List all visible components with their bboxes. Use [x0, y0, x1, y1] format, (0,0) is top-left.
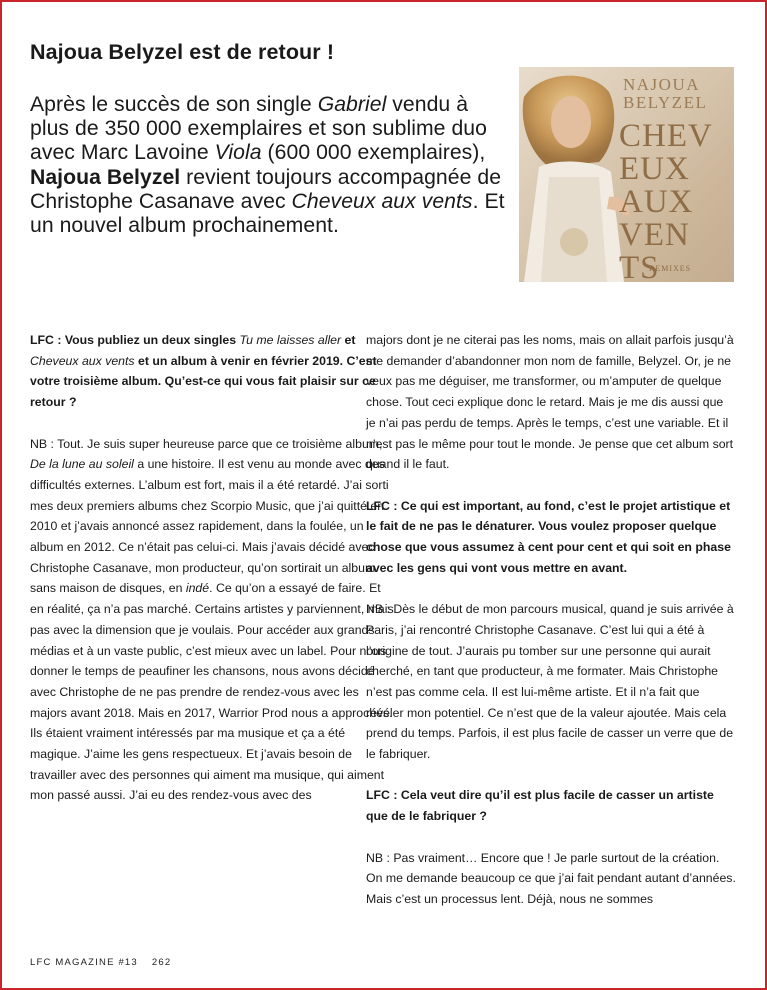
lede-cheveux: Cheveux aux vents: [291, 189, 473, 213]
left-column: [30, 330, 395, 827]
article-lede: [30, 93, 508, 238]
cover-artist-name: NAJOUA BELYZEL: [623, 75, 708, 112]
answer-3: NB : Pas vraiment… Encore que ! Je parle surtout de la création. On me demande beaucoup ce que j’ai fait pendant autant d’années. Mais c’est un processus lent. Déjà, nous ne sommes: [366, 850, 736, 906]
cover-remixes-label: REMIXES: [649, 264, 692, 273]
album-cover-image: [519, 67, 734, 282]
a1-text-c: a une histoire. Il est venu au monde avec des difficultés externes. L’album est fort, mais il a été retardé. J’ai sorti mes deux premiers albums chez Scorpio Music, que j’ai quitté en 2010 et j’avais annoncé assez rapidement, dans la foulée, un album en 2012. Ce n’était pas celui-ci. Mais j’avais décidé avec Christophe Casanave, mon producteur, qu’on sortirait un album sans maison de disques, en: [30, 457, 389, 596]
article-title: Najoua Belyzel est de retour !: [30, 40, 335, 64]
answer-2: NB : Dès le début de mon parcours musical, quand je suis arrivée à Paris, j’ai rencontré Christophe Casanave. C’est lui qui a été à l’origine de tout. J’aurais pu tomber sur une personne qui aurait cherché, en tant que producteur, à me formater. Mais Christophe n’est pas comme cela. Il est lui-même artiste. Et il n’a fait que révéler mon potentiel. Ce n’est que de la valeur ajoutée. Mais cela prend du temps. Parfois, il est plus facile de casser un verre que de le fabriquer.: [366, 602, 734, 762]
q1-text-c: et: [341, 333, 356, 347]
a1-text-a: NB : Tout. Je suis super heureuse parce que ce troisième album,: [30, 436, 383, 451]
cover-title: CHEV EUX AUX VEN TS: [619, 118, 713, 282]
lede-artist-name: Najoua Belyzel: [30, 165, 181, 189]
a1-inde: indé: [185, 581, 210, 596]
q1-single-2: Cheveux aux vents: [30, 353, 135, 368]
answer-1-continued: majors dont je ne citerai pas les noms, mais on allait parfois jusqu’à me demander d’abandonner mon nom de famille, Belyzel. Or, je ne veux pas me déguiser, me transformer, ou m’amputer de quelque chose. Tout ceci explique donc le retard. Mais je me dis aussi que je n’ai pas perdu de temps. Après le temps, c’est une variable. Et il n’est pas le même pour tout le monde. Je pense que cet album sort quand il le faut.: [366, 333, 734, 472]
q1-text-e: et un album à venir en février 2019. C’est votre troisième album. Qu’est-ce qui vous fait plaisir sur ce retour ?: [30, 353, 377, 410]
answer-1: [30, 434, 395, 807]
question-3: LFC : Cela veut dire qu’il est plus facile de casser un artiste que de le fabriquer ?: [366, 788, 714, 824]
right-column: [366, 330, 736, 930]
footer-page-number: 262: [151, 957, 172, 968]
a1-text-e: . Ce qu’on a essayé de faire. Et en réalité, ça n’a pas marché. Certains artistes y parviennent, mais pas avec la dimension que je voulais. Pour accéder aux grands médias et à un vaste public, c’est mieux avec un label. Pour nous donner le temps de peaufiner les chansons, nous avons décidé avec Christophe de ne pas prendre de rendez-vous avec les majors avant 2018. Mais en 2017, Warrior Prod nous a approchés. Ils étaient vraiment intéressés par ma musique et ça a été magique. J’aime les gens respectueux. Et j’avais besoin de travailler avec des personnes qui aiment ma musique, qui aiment mon passé aussi. J’ai eu des rendez-vous avec des: [30, 581, 394, 803]
singer-figure-illustration: [519, 67, 629, 282]
question-1: [30, 330, 395, 413]
q1-text-a: LFC : Vous publiez un deux singles: [30, 333, 240, 347]
q1-single-1: Tu me laisses aller: [239, 333, 342, 347]
lede-text-4: revient toujours accompagnée de Christophe Casanave avec: [30, 165, 502, 213]
page-footer: [30, 957, 185, 968]
lede-text-2: vendu à plus de 350 000 exemplaires et son sublime duo avec Marc Lavoine: [30, 93, 487, 165]
lede-text-1: Après le succès de son single: [30, 93, 318, 116]
lede-viola: Viola: [214, 141, 262, 165]
footer-magazine: LFC MAGAZINE #13: [30, 957, 138, 968]
lede-text-5: . Et un nouvel album prochainement.: [30, 189, 505, 238]
a1-album-title: De la lune au soleil: [30, 457, 134, 472]
lede-text-3: (600 000 exemplaires),: [261, 141, 486, 165]
lede-gabriel: Gabriel: [317, 93, 387, 116]
question-2: LFC : Ce qui est important, au fond, c’est le projet artistique et le fait de ne pas le dénaturer. Vous voulez proposer quelque chose que vous assumez à cent pour cent et qui soit en phase avec les gens qui vont vous mettre en avant.: [366, 498, 731, 575]
